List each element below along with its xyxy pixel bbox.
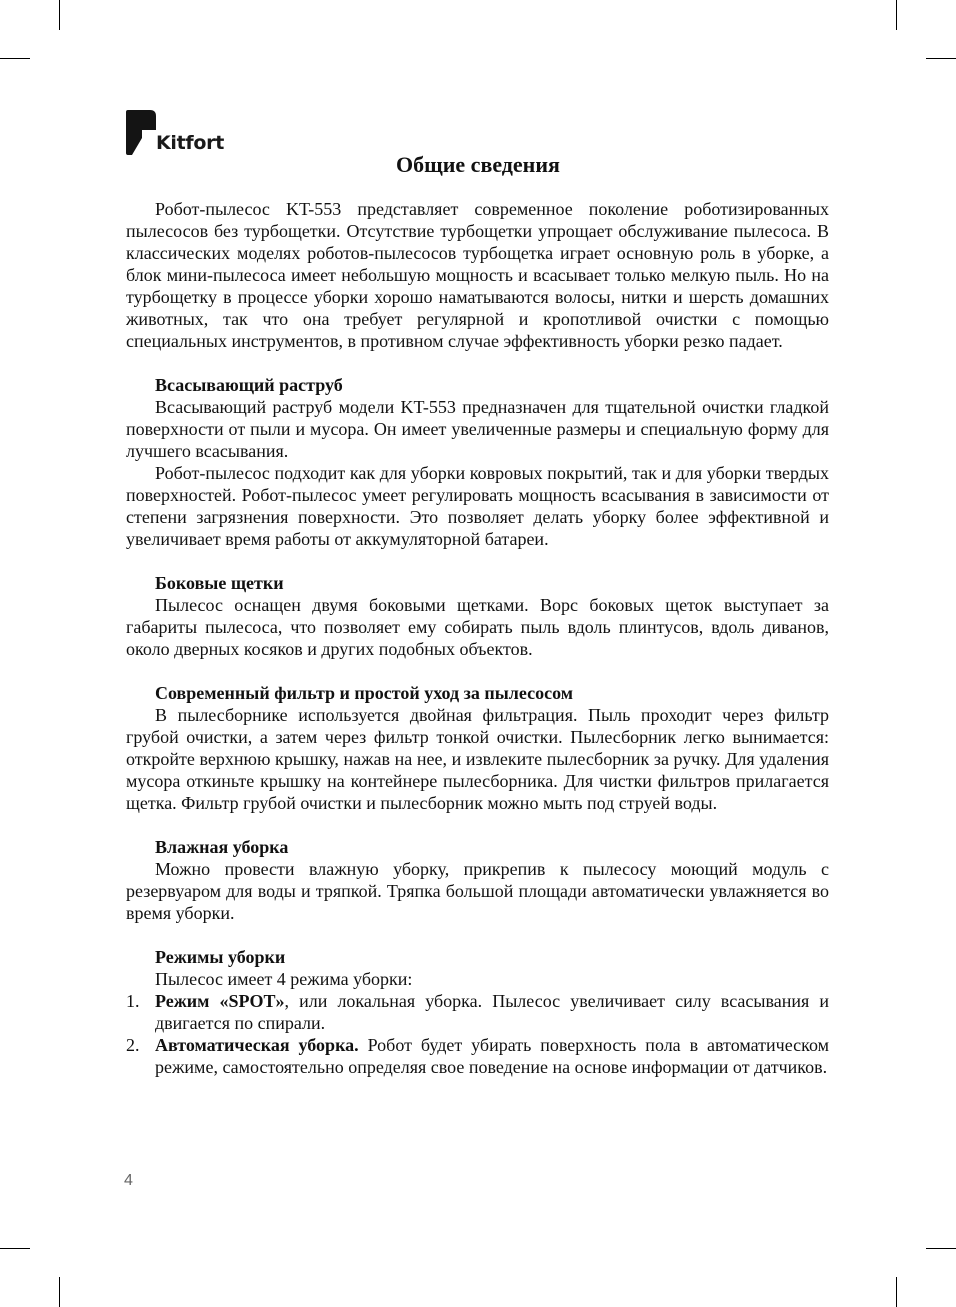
list-item-number: 2. — [126, 1035, 140, 1055]
modes-intro: Пылесос имеет 4 режима уборки: — [155, 969, 413, 989]
crop-mark-top-left-horizontal — [0, 58, 30, 59]
filter-paragraph: В пылесборнике используется двойная фильтрация. Пыль проходит через фильтр грубой очистки, а затем через фильтр тонкой очистки. Пылесборник легко вынимается: откройте верхнюю крышку, нажав на нее, и извлеките пылесборник за ручку. Для удаления мусора откиньте крышку на контейнере пылесборника. Для чистки фильтров прилагается щетка. Фильтр грубой очистки и пылесборник можно мыть под струей воды. — [126, 705, 829, 813]
section-heading-modes: Режимы уборки — [155, 947, 286, 967]
list-item-text: Робот будет убирать поверхность пола в автоматическом режиме, самостоятельно определяя свое поведение на основе информации от датчиков. — [155, 1035, 829, 1077]
modes-list — [126, 990, 829, 1078]
crop-mark-top-right-horizontal — [926, 58, 956, 59]
wet-paragraph: Можно провести влажную уборку, прикрепив к пылесосу моющий модуль с резервуаром для воды и тряпкой. Тряпка большой площади автоматически увлажняется во время уборки. — [126, 859, 829, 923]
list-item-number: 1. — [126, 991, 140, 1011]
section-heading-filter: Современный фильтр и простой уход за пылесосом — [155, 683, 573, 703]
intro-paragraph: Робот-пылесос KT-553 представляет современное поколение роботизированных пылесосов без турбощетки. Отсутствие турбощетки упрощает обслуживание пылесоса. В классических моделях роботов-пылесосов турбощетка играет основную роль в уборке, а блок мини-пылесоса имеет небольшую мощность и всасывает только мелкую пыль. Но на турбощетку в процессе уборки хорошо наматываются волосы, нитки и шерсть домашних животных, так что она требует регулярной и кропотливой очистки с помощью специальных инструментов, в противном случае эффективность уборки резко падает. — [126, 199, 829, 351]
list-item — [126, 1034, 829, 1078]
page-number: 4 — [124, 1172, 133, 1189]
brand-name: Kitfort — [156, 132, 224, 154]
crop-mark-top-right-vertical — [896, 0, 897, 30]
crop-mark-bottom-right-horizontal — [926, 1248, 956, 1249]
suction-paragraph-1: Всасывающий раструб модели KT-553 предназначен для тщательной очистки гладкой поверхности от пыли и мусора. Он имеет увеличенные размеры и специальную форму для лучшего всасывания. — [126, 397, 829, 461]
list-item-bold: Автоматическая уборка. — [155, 1035, 359, 1055]
suction-paragraph-2: Робот-пылесос подходит как для уборки ковровых покрытий, так и для уборки твердых поверхностей. Робот-пылесос умеет регулировать мощность всасывания в зависимости от степени загрязнения поверхности. Это позволяет делать уборку более эффективной и увеличивает время работы от аккумуляторной батареи. — [126, 463, 829, 549]
crop-mark-top-left-vertical — [59, 0, 60, 30]
section-heading-brushes: Боковые щетки — [155, 573, 284, 593]
kitfort-logo-mark — [126, 110, 156, 158]
crop-mark-bottom-right-vertical — [896, 1277, 897, 1307]
list-item — [126, 990, 829, 1034]
section-heading-wet: Влажная уборка — [155, 837, 289, 857]
list-item-bold: Режим «SPOT» — [155, 991, 285, 1011]
page-title: Общие сведения — [396, 152, 560, 177]
section-heading-suction: Всасывающий раструб — [155, 375, 343, 395]
crop-mark-bottom-left-horizontal — [0, 1248, 30, 1249]
document-body — [126, 198, 829, 1078]
brushes-paragraph: Пылесос оснащен двумя боковыми щетками. Ворс боковых щеток выступает за габариты пылесоса, что позволяет ему собирать пыль вдоль плинтусов, вдоль диванов, около дверных косяков и других подобных объектов. — [126, 595, 829, 659]
crop-mark-bottom-left-vertical — [59, 1277, 60, 1307]
list-item-text: , или локальная уборка. Пылесос увеличивает силу всасывания и двигается по спирали. — [155, 991, 829, 1033]
